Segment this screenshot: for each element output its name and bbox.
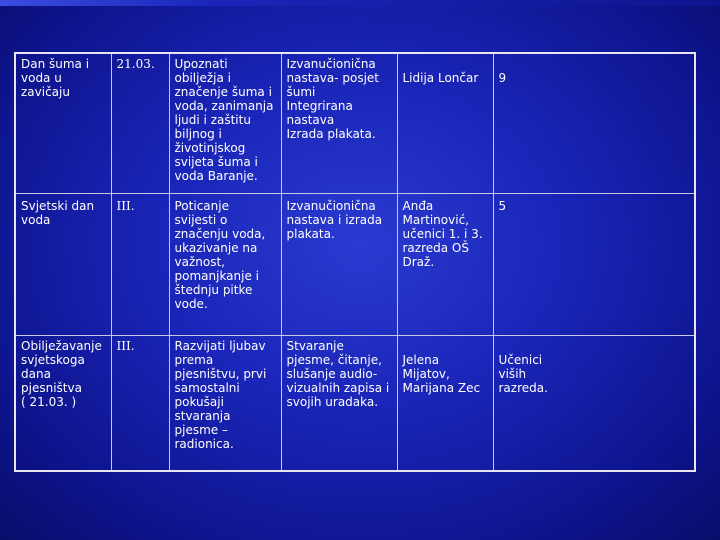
activity-form: Izvanučionična nastava- posjet šumi Integrirana nastava Izrada plakata.: [286, 57, 380, 141]
activity-goals: Upoznati obilježja i značenje šuma i voda, zanimanja ljudi i zaštitu biljnog i životinjskog svijeta šuma i voda Baranje.: [174, 57, 274, 183]
carrier-cell: [397, 193, 493, 335]
activity-form: Stvaranje pjesme, čitanje, slušanje audio- vizualnih zapisa i svojih uradaka.: [286, 338, 390, 409]
date-cell: [111, 53, 169, 193]
form-cell: [281, 193, 397, 335]
goals-cell: [169, 335, 281, 471]
activity-form: Izvanučionična nastava i izrada plakata.: [286, 198, 383, 241]
activity-name: Dan šuma i voda u zavičaju: [21, 57, 90, 99]
activity-goals: Poticanje svijesti o značenju voda, ukazivanje na važnost, pomanjkanje i štednju pitke vode.: [174, 198, 266, 311]
activity-name-cell: [15, 53, 111, 193]
activities-table: [14, 52, 696, 472]
activity-date: 21.03.: [116, 57, 155, 71]
top-accent-bar: [0, 0, 720, 6]
activity-carrier: Lidija Lončar: [402, 71, 479, 85]
activity-carrier: Anđa Martinović, učenici 1. i 3. razreda OŠ Draž.: [402, 198, 483, 269]
carrier-cell: [397, 53, 493, 193]
count-cell: [493, 335, 695, 471]
count-cell: [493, 193, 695, 335]
activity-name-cell: [15, 335, 111, 471]
count-cell: [493, 53, 695, 193]
activity-name: Svjetski dan voda: [21, 198, 95, 227]
carrier-cell: [397, 335, 493, 471]
activity-name: Obilježavanje svjetskoga dana pjesništva ( 21.03. ): [21, 338, 102, 409]
form-cell: [281, 53, 397, 193]
date-cell: [111, 193, 169, 335]
table-row: [15, 335, 695, 471]
activity-date: III.: [116, 198, 135, 213]
activity-count: Učenici viših razreda.: [498, 352, 548, 395]
activity-carrier: Jelena Mijatov, Marijana Zec: [402, 352, 481, 395]
activity-date: III.: [116, 338, 135, 353]
table-row: [15, 53, 695, 193]
form-cell: [281, 335, 397, 471]
goals-cell: [169, 53, 281, 193]
activity-goals: Razvijati ljubav prema pjesništvu, prvi samostalni pokušaji stvaranja pjesme – radionica.: [174, 338, 267, 451]
table-row: [15, 193, 695, 335]
date-cell: [111, 335, 169, 471]
activity-count: 5: [498, 198, 507, 213]
goals-cell: [169, 193, 281, 335]
activity-name-cell: [15, 193, 111, 335]
activity-count: 9: [498, 71, 507, 85]
